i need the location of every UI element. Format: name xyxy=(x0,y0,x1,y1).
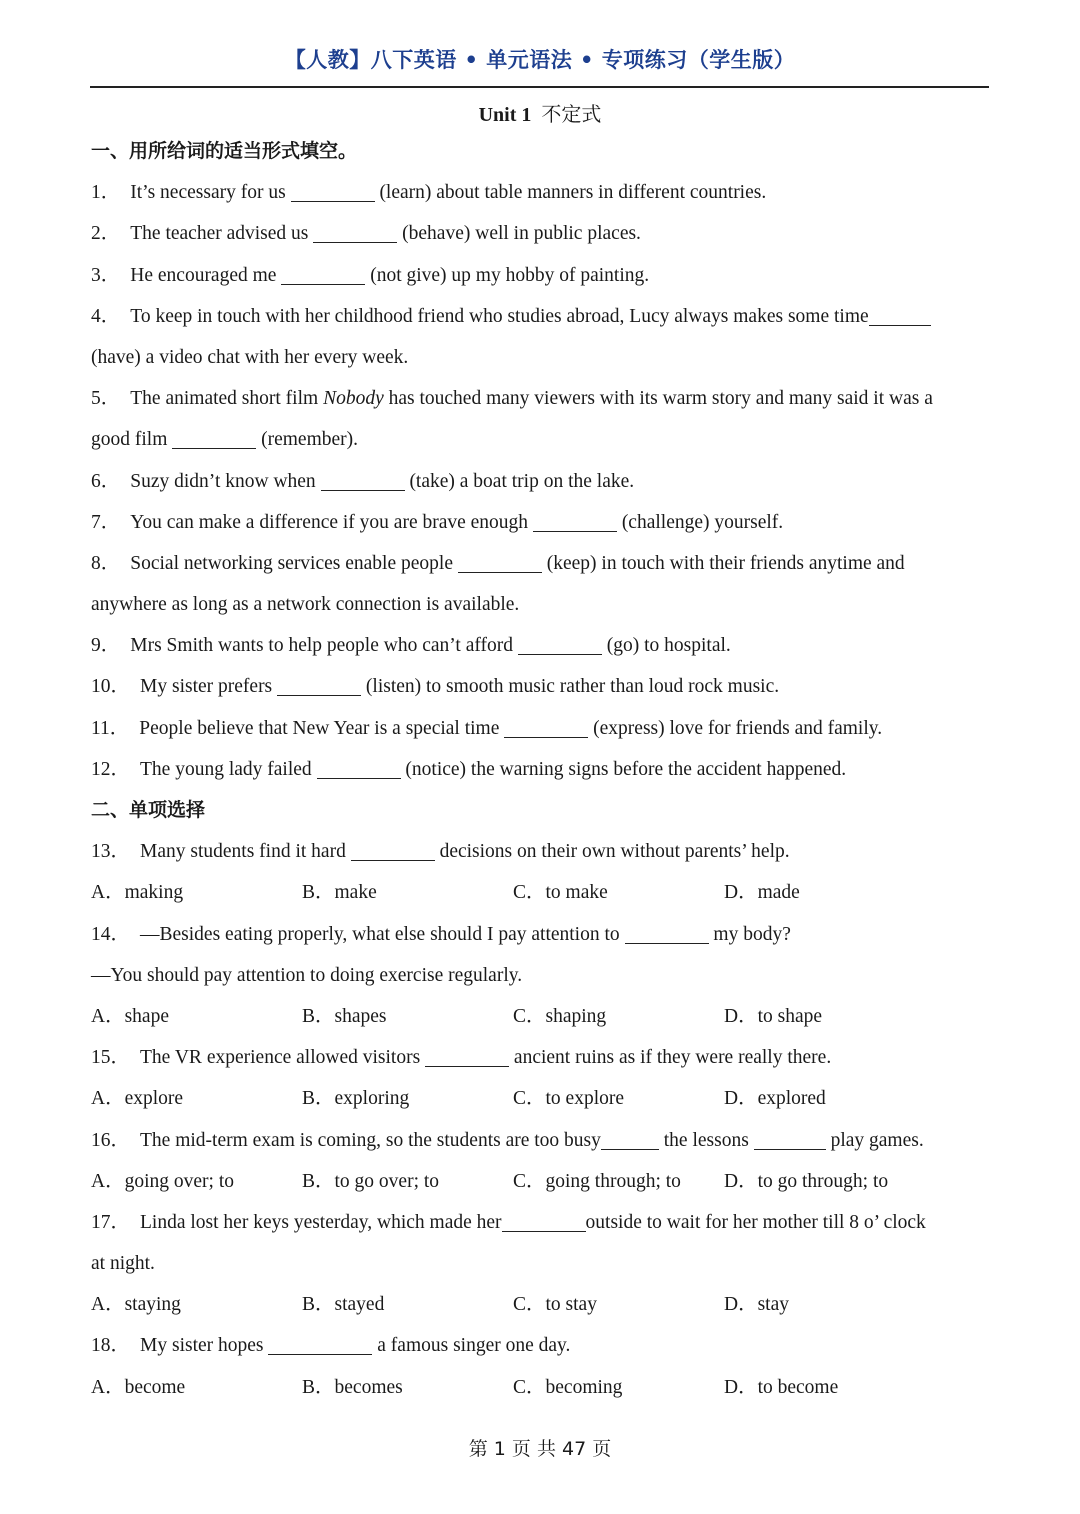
question-text: The teacher advised us xyxy=(130,223,309,245)
answer-blank[interactable] xyxy=(533,509,617,532)
question-11 xyxy=(91,708,991,749)
option-d[interactable]: D．to go through; to xyxy=(724,1170,889,1192)
question-text: To keep in touch with her childhood friend who studies abroad, Lucy always makes some time xyxy=(130,305,869,327)
page-header: 【人教】八下英语 • 单元语法 • 专项练习（学生版） xyxy=(284,48,796,72)
question-number: 10． xyxy=(91,676,131,698)
question-5-continued xyxy=(91,419,991,460)
option-a[interactable]: A．become xyxy=(91,1376,186,1398)
question-text: (express) love for friends and family. xyxy=(593,717,883,739)
question-number: 1． xyxy=(91,182,121,204)
option-b[interactable]: B．to go over; to xyxy=(302,1170,440,1192)
question-text: My sister hopes xyxy=(140,1335,264,1357)
option-d[interactable]: D．made xyxy=(724,882,800,904)
question-12 xyxy=(91,749,991,790)
question-text: Suzy didn’t know when xyxy=(130,470,316,492)
page-footer: 第 1 页 共 47 页 xyxy=(468,1438,612,1460)
question-13 xyxy=(91,831,991,872)
question-text: (go) to hospital. xyxy=(606,635,731,657)
question-text: The VR experience allowed visitors xyxy=(140,1047,421,1069)
unit-label: Unit 1 xyxy=(478,104,532,126)
question-18 xyxy=(91,1325,991,1366)
question-number: 8． xyxy=(91,552,121,574)
option-d[interactable]: D．to become xyxy=(724,1376,839,1398)
worksheet-body xyxy=(91,131,991,1408)
question-text: The animated short film xyxy=(130,388,319,410)
question-text: You can make a difference if you are brave enough xyxy=(130,511,529,533)
option-b[interactable]: B．exploring xyxy=(302,1088,410,1110)
answer-blank[interactable] xyxy=(291,179,375,202)
options-16 xyxy=(91,1161,991,1202)
question-17-continued: at night. xyxy=(91,1253,155,1275)
answer-blank[interactable] xyxy=(317,756,401,779)
option-a[interactable]: A．shape xyxy=(91,1005,169,1027)
question-4-continued: (have) a video chat with her every week. xyxy=(91,346,409,368)
answer-blank[interactable] xyxy=(281,262,365,285)
question-number: 7． xyxy=(91,511,121,533)
question-text: People believe that New Year is a special time xyxy=(139,717,500,739)
question-text: The mid-term exam is coming, so the students are too busy xyxy=(140,1129,601,1151)
question-number: 3． xyxy=(91,264,121,286)
question-4 xyxy=(91,296,991,337)
answer-blank[interactable] xyxy=(625,921,709,944)
question-15 xyxy=(91,1037,991,1078)
question-text: play games. xyxy=(830,1129,924,1151)
option-a[interactable]: A．explore xyxy=(91,1088,184,1110)
question-14 xyxy=(91,914,991,955)
question-number: 6． xyxy=(91,470,121,492)
option-a[interactable]: A．staying xyxy=(91,1294,181,1316)
unit-topic: 不定式 xyxy=(541,102,602,126)
question-text: (remember). xyxy=(261,429,359,451)
question-text: Linda lost her keys yesterday, which made her xyxy=(140,1211,502,1233)
question-text: (listen) to smooth music rather than loud rock music. xyxy=(365,676,780,698)
option-c[interactable]: C．shaping xyxy=(513,1005,607,1027)
question-text: (learn) about table manners in different countries. xyxy=(379,182,767,204)
answer-blank[interactable] xyxy=(502,1209,586,1232)
question-text: has touched many viewers with its warm story and many said it was a xyxy=(388,388,933,410)
question-text: —Besides eating properly, what else should I pay attention to xyxy=(140,923,620,945)
question-number: 13． xyxy=(91,841,131,863)
question-text: (behave) well in public places. xyxy=(402,223,641,245)
question-17 xyxy=(91,1202,991,1243)
answer-blank[interactable] xyxy=(313,220,397,243)
question-text: He encouraged me xyxy=(130,264,277,286)
options-18 xyxy=(91,1367,991,1408)
question-number: 18． xyxy=(91,1335,131,1357)
answer-blank[interactable] xyxy=(425,1044,509,1067)
question-8-continued: anywhere as long as a network connection is available. xyxy=(91,594,520,616)
option-a[interactable]: A．going over; to xyxy=(91,1170,234,1192)
option-d[interactable]: D．explored xyxy=(724,1088,826,1110)
options-14 xyxy=(91,996,991,1037)
answer-blank[interactable] xyxy=(321,468,405,491)
option-b[interactable]: B．make xyxy=(302,882,377,904)
question-text: Mrs Smith wants to help people who can’t afford xyxy=(130,635,513,657)
question-text: The young lady failed xyxy=(140,758,312,780)
question-16 xyxy=(91,1120,991,1161)
answer-blank[interactable] xyxy=(351,838,435,861)
question-text: (challenge) yourself. xyxy=(621,511,784,533)
answer-blank[interactable] xyxy=(601,1127,659,1150)
question-text: It’s necessary for us xyxy=(130,182,286,204)
question-text: the lessons xyxy=(663,1129,749,1151)
options-17 xyxy=(91,1284,991,1325)
question-14-reply: —You should pay attention to doing exercise regularly. xyxy=(91,964,523,986)
question-2 xyxy=(91,213,991,254)
question-text: Many students find it hard xyxy=(140,841,346,863)
options-15 xyxy=(91,1078,991,1119)
question-6 xyxy=(91,461,991,502)
question-number: 17． xyxy=(91,1211,131,1233)
question-number: 2． xyxy=(91,223,121,245)
answer-blank[interactable] xyxy=(172,426,256,449)
option-b[interactable]: B．becomes xyxy=(302,1376,403,1398)
question-text: My sister prefers xyxy=(140,676,273,698)
question-text: Social networking services enable people xyxy=(130,552,453,574)
question-number: 15． xyxy=(91,1047,131,1069)
option-d[interactable]: D．stay xyxy=(724,1294,789,1316)
question-number: 11． xyxy=(91,717,130,739)
question-7 xyxy=(91,502,991,543)
question-text: (keep) in touch with their friends anytime and xyxy=(546,552,905,574)
question-number: 4． xyxy=(91,305,121,327)
question-8 xyxy=(91,543,991,584)
option-c[interactable]: C．becoming xyxy=(513,1376,623,1398)
question-text: (take) a boat trip on the lake. xyxy=(409,470,635,492)
question-text: (notice) the warning signs before the accident happened. xyxy=(405,758,847,780)
question-text: good film xyxy=(91,429,168,451)
answer-blank[interactable] xyxy=(754,1127,826,1150)
answer-blank[interactable] xyxy=(268,1332,372,1355)
question-9 xyxy=(91,625,991,666)
film-title: Nobody xyxy=(323,388,384,410)
answer-blank[interactable] xyxy=(277,673,361,696)
answer-blank[interactable] xyxy=(458,550,542,573)
question-number: 5． xyxy=(91,388,121,410)
options-13 xyxy=(91,872,991,913)
question-3 xyxy=(91,255,991,296)
section1-heading: 一、用所给词的适当形式填空。 xyxy=(91,140,358,162)
answer-blank[interactable] xyxy=(504,715,588,738)
unit-title xyxy=(0,98,1080,127)
question-number: 14． xyxy=(91,923,131,945)
answer-blank[interactable] xyxy=(869,303,931,326)
option-d[interactable]: D．to shape xyxy=(724,1005,823,1027)
question-1 xyxy=(91,172,991,213)
question-text: a famous singer one day. xyxy=(377,1335,571,1357)
option-c[interactable]: C．to stay xyxy=(513,1294,597,1316)
option-b[interactable]: B．shapes xyxy=(302,1005,387,1027)
question-text: (not give) up my hobby of painting. xyxy=(370,264,650,286)
option-a[interactable]: A．making xyxy=(91,882,184,904)
option-c[interactable]: C．to make xyxy=(513,882,608,904)
option-c[interactable]: C．going through; to xyxy=(513,1170,681,1192)
question-5 xyxy=(91,378,991,419)
question-10 xyxy=(91,666,991,707)
question-text: my body? xyxy=(713,923,791,945)
section2-heading: 二、单项选择 xyxy=(91,799,206,821)
question-number: 12． xyxy=(91,758,131,780)
question-number: 9． xyxy=(91,635,121,657)
option-b[interactable]: B．stayed xyxy=(302,1294,385,1316)
question-text: decisions on their own without parents’ help. xyxy=(439,841,790,863)
header-rule xyxy=(90,86,989,88)
question-text: outside to wait for her mother till 8 o’ clock xyxy=(585,1211,926,1233)
question-number: 16． xyxy=(91,1129,131,1151)
question-text: ancient ruins as if they were really there. xyxy=(513,1047,832,1069)
answer-blank[interactable] xyxy=(518,632,602,655)
option-c[interactable]: C．to explore xyxy=(513,1088,625,1110)
